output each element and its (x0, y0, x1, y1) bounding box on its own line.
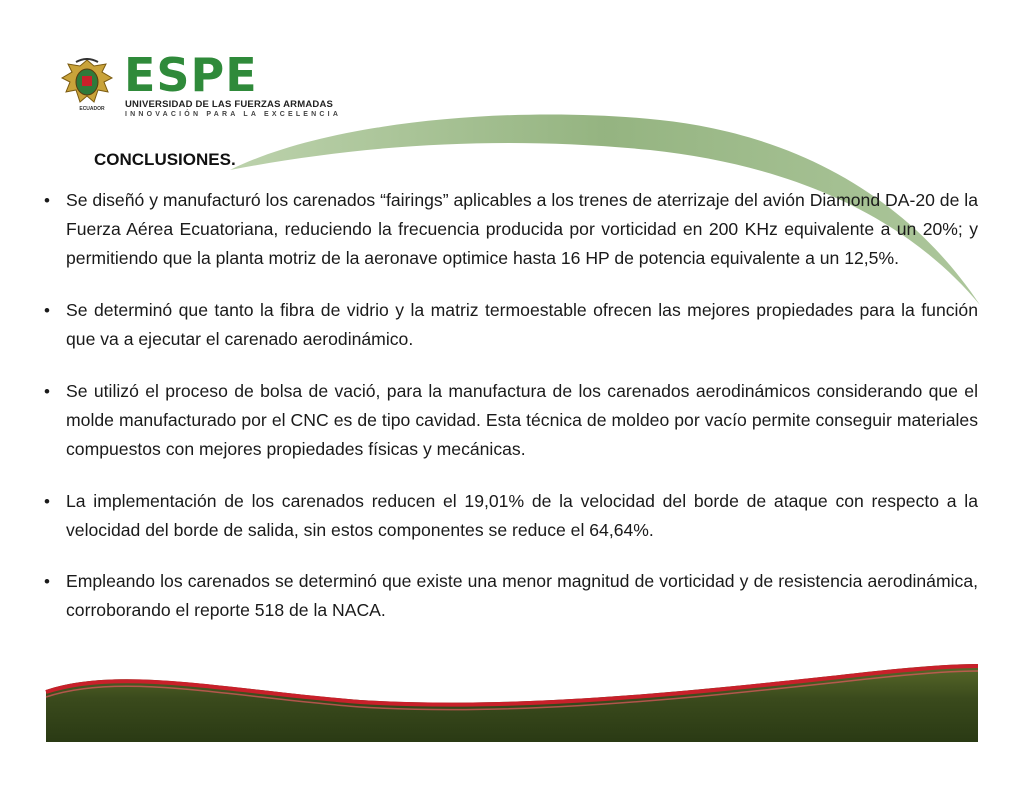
espe-logo (58, 48, 342, 122)
bullet-dot: • (44, 382, 50, 401)
bullet-text: Se determinó que tanto la fibra de vidrio y la matriz termoestable ofrecen las mejores propiedades para la función que va a ejecutar el carenado aerodinámico. (66, 300, 978, 349)
list-item (44, 186, 978, 273)
bullet-dot: • (44, 301, 50, 320)
list-item (44, 567, 978, 625)
logo-wordmark: ESPE (124, 48, 258, 102)
logo-tagline: INNOVACIÓN PARA LA EXCELENCIA (125, 111, 342, 118)
list-item (44, 377, 978, 464)
bullet-text: La implementación de los carenados reducen el 19,01% de la velocidad del borde de ataque con respecto a la velocidad del borde de salida, sin estos componentes se reduce el 64,64%. (66, 491, 978, 540)
bullet-text: Se diseñó y manufacturó los carenados “fairings” aplicables a los trenes de aterrizaje del avión Diamond DA-20 de la Fuerza Aérea Ecuatoriana, reduciendo la frecuencia producida por vorticidad en 200 KHz equivalente a un 20%; y permitiendo que la planta motriz de la aeronave optimice hasta 16 HP de potencia equivalente a un 12,5%. (66, 190, 978, 268)
bullet-text: Empleando los carenados se determinó que existe una menor magnitud de vorticidad y de resistencia aerodinámica, corroborando el reporte 518 de la NACA. (66, 571, 978, 620)
bullet-dot: • (44, 191, 50, 210)
logo-country: ECUADOR (79, 106, 105, 112)
bullet-dot: • (44, 572, 50, 591)
list-item (44, 296, 978, 354)
slide-heading: CONCLUSIONES. (94, 150, 236, 169)
list-item (44, 487, 978, 545)
logo-subtitle: UNIVERSIDAD DE LAS FUERZAS ARMADAS (125, 99, 334, 110)
bullet-text: Se utilizó el proceso de bolsa de vació, para la manufactura de los carenados aerodinámicos considerando que el molde manufacturado por el CNC es de tipo cavidad. Esta técnica de moldeo por vacío permite conseguir materiales compuestos con mejores propiedades físicas y mecánicas. (66, 381, 978, 459)
bullet-dot: • (44, 492, 50, 511)
conclusions-list (44, 186, 978, 625)
